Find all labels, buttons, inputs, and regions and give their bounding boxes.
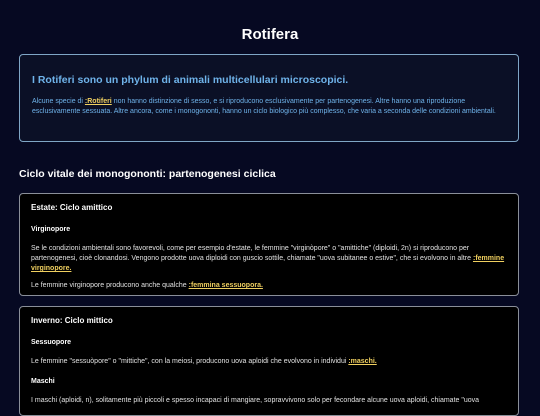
card-inverno-title: Inverno: Ciclo mittico [31,316,113,325]
card-estate-p1-text: Se le condizioni ambientali sono favorevoli, come per esempio d'estate, le femmine "virginòpore" o "amittiche" (diploidi, 2n) si riproducono per partenogenesi, cioè clonandosi. Vengono prodotte uova diploidi con guscio sottile, chiamate "uova subitanee o estive", che si evolvono in altre [31,245,473,262]
card-inverno-paragraph-1 [31,357,507,367]
intro-text-after: non hanno distinzione di sesso, e si riproducono esclusivamente per partenogenesi. Altre hanno una riproduzione esclusivamente sessuata. Altre ancora, come i monogononti, hanno un ciclo biologico più complesso, che varia a seconda delle condizioni ambientali. [32,98,496,115]
intro-box [19,54,519,142]
intro-text-before: Alcune specie di [32,98,85,105]
intro-heading: I Rotiferi sono un phylum di animali multicellulari microscopici. [32,74,349,86]
rotiferi-link[interactable]: :Rotiferi [84,98,112,105]
card-inverno-p1-text: Le femmine "sessuòpore" o "mittiche", con la meiosi, producono uova aploidi che evolvono in individui [31,358,349,365]
femmina-sessuopora-link[interactable]: :femmina sessuopora. [188,282,263,289]
page-title: Rotifera [241,26,299,43]
femmine-virginopore-link[interactable]: :femmine virginopore. [31,255,505,272]
card-estate-subtitle: Virginopore [31,226,71,233]
intro-text [32,97,506,117]
card-inverno-subtitle: Sessuopore [31,339,72,346]
card-estate-p2-text: Le femmine virginopore producono anche qualche [31,282,189,289]
card-inverno [19,306,519,416]
card-inverno-paragraph-2: I maschi (aploidi, n), solitamente più piccoli e spesso incapaci di mangiare, sopravvivono solo per fecondare alcune uova aploidi, chiamate "uova [31,397,480,404]
card-estate [19,193,519,296]
section-heading: Ciclo vitale dei monogononti: partenogenesi ciclica [19,168,276,180]
maschi-link[interactable]: :maschi. [348,358,377,365]
card-estate-paragraph-1 [31,244,507,274]
card-estate-paragraph-2 [31,281,507,291]
card-estate-title: Estate: Ciclo amittico [31,203,113,212]
card-inverno-subtitle-2: Maschi [31,378,55,385]
